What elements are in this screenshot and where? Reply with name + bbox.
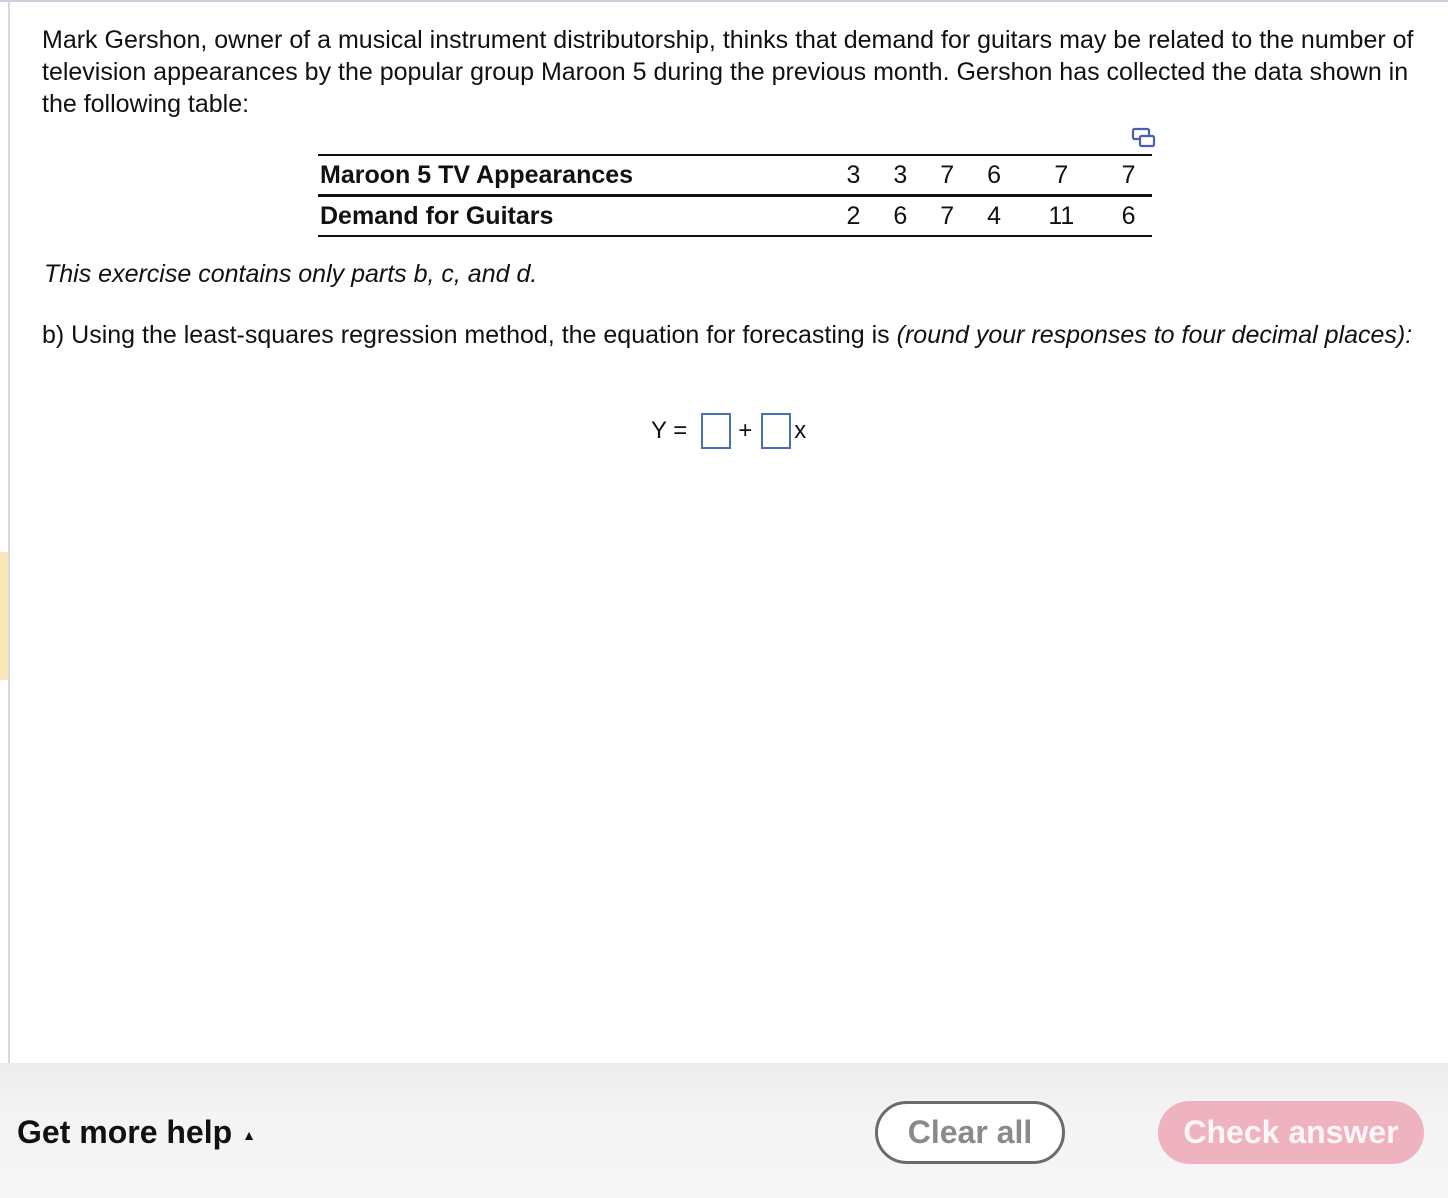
table-row bbox=[318, 196, 1152, 237]
part-b-prompt bbox=[42, 319, 1422, 351]
table-cell: 7 bbox=[924, 155, 971, 196]
intercept-input[interactable] bbox=[701, 413, 731, 449]
left-border bbox=[8, 2, 10, 1064]
question-marker bbox=[0, 552, 8, 680]
table-cell: 7 bbox=[1105, 155, 1152, 196]
table-row bbox=[318, 155, 1152, 196]
plus-sign: + bbox=[738, 417, 753, 444]
table-cell: 4 bbox=[971, 196, 1018, 237]
table-cell: 6 bbox=[1105, 196, 1152, 237]
get-more-help-button[interactable] bbox=[17, 1114, 256, 1151]
copy-table-icon[interactable] bbox=[1131, 127, 1157, 149]
top-border bbox=[0, 0, 1448, 2]
caret-up-icon: ▲ bbox=[242, 1126, 257, 1143]
table-cell: 2 bbox=[830, 196, 877, 237]
regression-equation bbox=[651, 411, 806, 451]
equation-lhs: Y = bbox=[651, 417, 688, 444]
slope-input[interactable] bbox=[761, 413, 791, 449]
variable-x: x bbox=[794, 417, 807, 444]
check-answer-button[interactable]: Check answer bbox=[1158, 1101, 1424, 1164]
table-cell: 6 bbox=[877, 196, 924, 237]
table-cell: 3 bbox=[877, 155, 924, 196]
question-text: Mark Gershon, owner of a musical instrument distributorship, thinks that demand for guitars may be related to the number of television appearances by the popular group Maroon 5 during the previous month. Gershon has collected the data shown in the following table: bbox=[42, 26, 1414, 118]
clear-all-button[interactable]: Clear all bbox=[875, 1101, 1065, 1164]
help-label: Get more help bbox=[17, 1114, 233, 1150]
data-table bbox=[318, 154, 1152, 237]
table-cell: 6 bbox=[971, 155, 1018, 196]
table-cell: 7 bbox=[924, 196, 971, 237]
table-cell: 3 bbox=[830, 155, 877, 196]
part-b-text: b) Using the least-squares regression method, the equation for forecasting is bbox=[42, 321, 897, 349]
table-cell: 7 bbox=[1018, 155, 1106, 196]
row-label: Maroon 5 TV Appearances bbox=[318, 155, 830, 196]
table-cell: 11 bbox=[1018, 196, 1106, 237]
exercise-note: This exercise contains only parts b, c, and d. bbox=[44, 260, 538, 288]
part-b-instruction: (round your responses to four decimal places): bbox=[896, 321, 1413, 349]
row-label: Demand for Guitars bbox=[318, 196, 830, 237]
